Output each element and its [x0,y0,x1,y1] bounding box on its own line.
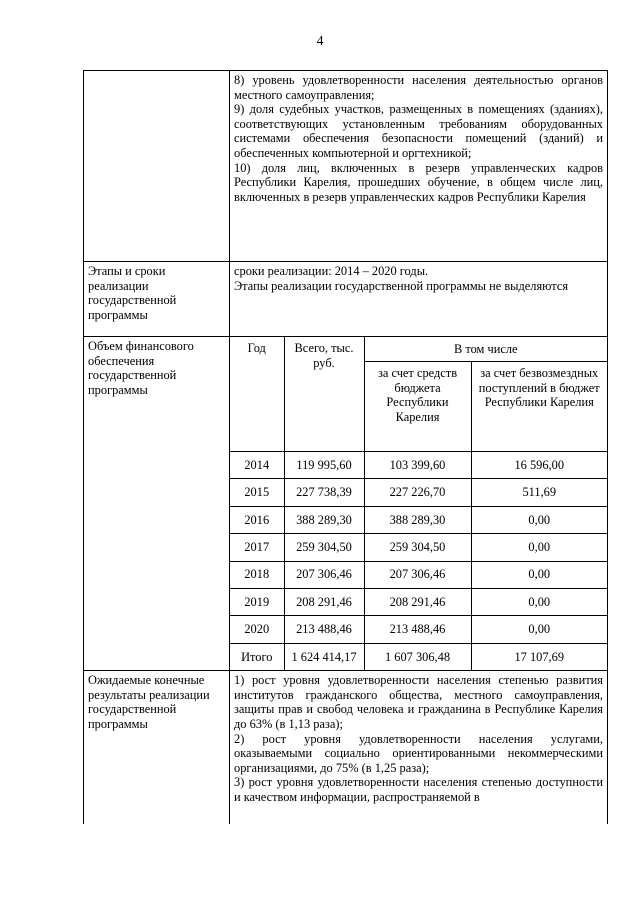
financing-data-row [230,588,607,615]
result-item-3: 3) рост уровня удовлетворенности населения степенью доступности и качеством информации, распространяемой в [234,775,603,804]
header-budget: за счет средств бюджета Республики Карелия [364,362,471,452]
financing-data-row [230,616,607,643]
result-item-1: 1) рост уровня удовлетворенности населения степенью развития институтов гражданского общества, местного самоуправления, защиты прав и свобод человека и гражданина в Республике Карелия до 63% (в 1,13 раза); [234,673,603,731]
financing-label: Объем финансового обеспечения государственной программы [84,337,230,671]
financing-cell-total: 208 291,46 [284,588,364,615]
financing-cell-grants: 0,00 [471,616,607,643]
financing-cell-year: 2015 [230,479,284,506]
financing-cell-budget: 259 304,50 [364,534,471,561]
financing-cell-budget: 388 289,30 [364,506,471,533]
financing-cell-year: 2018 [230,561,284,588]
financing-cell-budget: 103 399,60 [364,452,471,479]
financing-data-row [230,643,607,670]
financing-cell-budget: 208 291,46 [364,588,471,615]
header-total: Всего, тыс. руб. [284,337,364,452]
financing-cell-year: 2014 [230,452,284,479]
financing-data-row [230,561,607,588]
financing-cell-total: 259 304,50 [284,534,364,561]
financing-cell-budget: 213 488,46 [364,616,471,643]
header-grants: за счет безвозмездных поступлений в бюджет Республики Карелия [471,362,607,452]
financing-cell-year: 2020 [230,616,284,643]
header-year: Год [230,337,284,452]
stages-note: Этапы реализации государственной программы не выделяются [234,278,569,293]
financing-data-row [230,452,607,479]
financing-cell-total: 213 488,46 [284,616,364,643]
results-row [84,671,608,825]
financing-cell-grants: 511,69 [471,479,607,506]
financing-cell-budget: 1 607 306,48 [364,643,471,670]
financing-cell-year: 2017 [230,534,284,561]
financing-cell-total: 1 624 414,17 [284,643,364,670]
financing-cell-grants: 17 107,69 [471,643,607,670]
header-including: В том числе [364,337,607,362]
financing-cell-total: 388 289,30 [284,506,364,533]
financing-table [230,337,607,670]
financing-cell-grants: 0,00 [471,561,607,588]
indicators-label-cell [84,71,230,262]
financing-cell-grants: 16 596,00 [471,452,607,479]
financing-data-row [230,506,607,533]
financing-cell [230,337,608,671]
result-item-2: 2) рост уровня удовлетворенности населения услугами, оказываемыми социально ориентированными некоммерческими организациями, до 75% (в 1,25 раза); [234,731,603,775]
results-list [234,673,603,821]
financing-cell-year: 2019 [230,588,284,615]
indicators-content-cell [230,71,608,262]
indicator-item-8: 8) уровень удовлетворенности населения деятельностью органов местного самоуправления; [234,73,603,102]
financing-cell-grants: 0,00 [471,534,607,561]
financing-cell-budget: 227 226,70 [364,479,471,506]
passport-table [83,70,608,824]
indicators-row [84,71,608,262]
financing-header-row [230,337,607,362]
financing-cell-total: 227 738,39 [284,479,364,506]
stages-period: сроки реализации: 2014 – 2020 годы. [234,264,429,278]
financing-cell-year: Итого [230,643,284,670]
indicator-item-9: 9) доля судебных участков, размещенных в помещениях (зданиях), соответствующих установленным требованиям оборудованных системами обеспечения безопасности помещений (зданий) и обеспеченных компьютерной и оргтехникой; [234,102,603,160]
financing-data-row [230,479,607,506]
financing-data-row [230,534,607,561]
financing-cell-total: 207 306,46 [284,561,364,588]
indicator-item-10: 10) доля лиц, включенных в резерв управленческих кадров Республики Карелия, прошедших обучение, в общем числе лиц, включенных в резерв управленческих кадров Республики Карелия [234,160,603,204]
stages-label: Этапы и сроки реализации государственной программы [84,262,230,337]
financing-cell-year: 2016 [230,506,284,533]
results-content-cell [230,671,608,825]
page-number: 4 [316,34,324,49]
financing-cell-total: 119 995,60 [284,452,364,479]
stages-content-cell [230,262,608,337]
financing-row [84,337,608,671]
financing-cell-budget: 207 306,46 [364,561,471,588]
financing-cell-grants: 0,00 [471,588,607,615]
stages-row [84,262,608,337]
financing-cell-grants: 0,00 [471,506,607,533]
results-label: Ожидаемые конечные результаты реализации государственной программы [84,671,230,825]
